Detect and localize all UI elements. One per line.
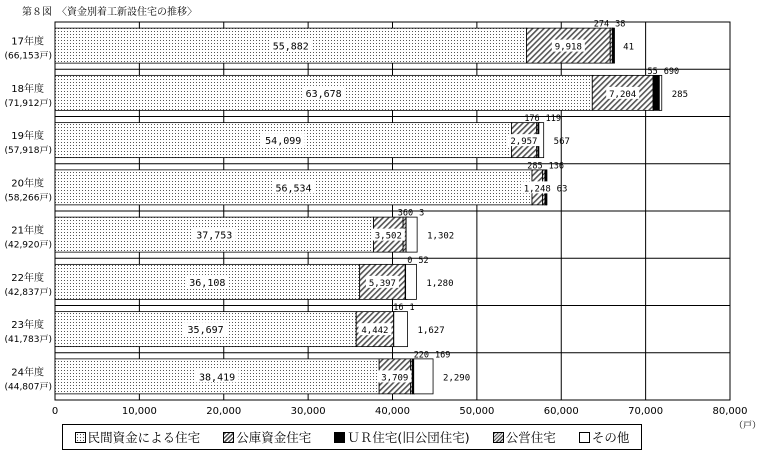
category-total-label: (42,920戸) bbox=[4, 240, 52, 251]
x-tick-label: 30,000 bbox=[290, 406, 326, 417]
data-label-loan: 4,442 bbox=[361, 326, 389, 337]
data-label-loan: 3,502 bbox=[374, 231, 402, 242]
data-label-loan: 2,957 bbox=[510, 137, 538, 148]
x-tick-label: 10,000 bbox=[121, 406, 157, 417]
legend-label-private: 民間資金による住宅 bbox=[87, 430, 201, 445]
x-tick-label: 80,000 bbox=[712, 406, 748, 417]
legend-label-public: 公営住宅 bbox=[505, 430, 556, 445]
x-tick-label: 50,000 bbox=[459, 406, 495, 417]
data-label-other: 63 bbox=[556, 184, 568, 195]
data-label-ur: 119 bbox=[545, 114, 562, 125]
data-label-other: 1,627 bbox=[417, 326, 445, 337]
data-label-public: 16 bbox=[393, 303, 404, 314]
category-label: 22年度 bbox=[11, 272, 44, 284]
data-label-public: 55 bbox=[647, 66, 658, 77]
x-tick-label: 60,000 bbox=[543, 406, 579, 417]
legend-swatch-ur bbox=[334, 432, 345, 443]
data-label-public: 176 bbox=[524, 114, 540, 125]
x-tick-label: 0 bbox=[51, 406, 59, 417]
category-label: 17年度 bbox=[11, 36, 44, 48]
data-label-ur: 136 bbox=[548, 161, 564, 172]
category-total-label: (42,837戸) bbox=[4, 287, 52, 298]
data-label-private: 37,753 bbox=[196, 230, 233, 242]
category-label: 20年度 bbox=[11, 178, 44, 190]
category-total-label: (44,807戸) bbox=[4, 382, 52, 393]
data-label-private: 38,419 bbox=[199, 372, 236, 384]
legend-item-loan bbox=[223, 428, 311, 446]
bar-segment-other bbox=[406, 217, 417, 252]
data-label-other: 1,302 bbox=[427, 231, 455, 242]
legend-item-other bbox=[579, 428, 630, 446]
data-label-loan: 5,397 bbox=[368, 278, 396, 289]
data-label-loan: 9,918 bbox=[554, 42, 582, 53]
bar-segment-other bbox=[406, 264, 417, 299]
legend-swatch-public bbox=[493, 432, 504, 443]
data-label-other: 2,290 bbox=[443, 373, 471, 384]
bar-segment-other bbox=[659, 75, 661, 110]
category-label: 18年度 bbox=[11, 83, 44, 95]
legend-item-ur bbox=[334, 428, 469, 446]
category-label: 24年度 bbox=[11, 367, 44, 379]
legend-item-public bbox=[493, 428, 556, 446]
x-tick-label: 40,000 bbox=[375, 406, 410, 417]
category-label: 21年度 bbox=[11, 225, 44, 237]
data-label-ur: 1 bbox=[409, 303, 415, 314]
legend-item-private bbox=[75, 428, 201, 446]
data-label-ur: 52 bbox=[418, 255, 429, 266]
data-label-other: 1,280 bbox=[426, 278, 454, 289]
category-label: 19年度 bbox=[11, 131, 44, 143]
x-tick-label: 20,000 bbox=[206, 406, 242, 417]
data-label-ur: 169 bbox=[435, 350, 451, 361]
data-label-other: 567 bbox=[553, 137, 570, 148]
x-unit-label: （戸） bbox=[734, 421, 762, 431]
category-total-label: (58,266戸) bbox=[4, 193, 52, 204]
category-total-label: (57,918戸) bbox=[4, 146, 52, 157]
x-tick-label: 70,000 bbox=[628, 406, 664, 417]
bar-segment-other bbox=[414, 359, 433, 394]
data-label-loan: 3,709 bbox=[381, 373, 409, 384]
data-label-private: 35,697 bbox=[187, 325, 224, 337]
data-label-private: 55,882 bbox=[272, 41, 309, 53]
legend-swatch-private bbox=[75, 432, 86, 443]
data-label-loan: 1,248 bbox=[523, 184, 551, 195]
category-label: 23年度 bbox=[11, 320, 44, 332]
bar-segment-other bbox=[394, 312, 408, 347]
data-label-private: 63,678 bbox=[305, 88, 342, 100]
category-total-label: (71,912戸) bbox=[4, 98, 52, 109]
data-label-ur: 690 bbox=[663, 66, 680, 77]
chart-title: 第８図 〈資金別着工新設住宅の推移〉 bbox=[22, 7, 197, 18]
data-label-public: 285 bbox=[527, 161, 543, 172]
data-label-public: 360 bbox=[397, 208, 414, 219]
bar-segment-ur bbox=[654, 75, 660, 110]
category-total-label: (66,153戸) bbox=[4, 51, 52, 62]
data-label-public: 274 bbox=[593, 19, 610, 30]
data-label-ur: 3 bbox=[419, 208, 425, 219]
data-label-ur: 38 bbox=[615, 19, 626, 30]
legend-swatch-other bbox=[579, 432, 590, 443]
data-label-public: 220 bbox=[413, 350, 430, 361]
legend-label-other: その他 bbox=[591, 430, 630, 445]
legend-label-ur: ＵＲ住宅(旧公団住宅) bbox=[347, 430, 470, 445]
data-label-loan: 7,204 bbox=[609, 89, 637, 100]
legend-swatch-loan bbox=[223, 432, 234, 443]
data-label-private: 54,099 bbox=[265, 136, 302, 148]
data-label-private: 36,108 bbox=[189, 277, 226, 289]
data-label-public: 0 bbox=[407, 255, 413, 266]
category-total-label: (41,783戸) bbox=[4, 335, 52, 346]
chart-legend bbox=[62, 424, 642, 450]
data-label-other: 41 bbox=[623, 42, 635, 53]
data-label-other: 285 bbox=[671, 89, 689, 100]
data-label-private: 56,534 bbox=[275, 183, 312, 195]
legend-label-loan: 公庫資金住宅 bbox=[236, 430, 312, 445]
